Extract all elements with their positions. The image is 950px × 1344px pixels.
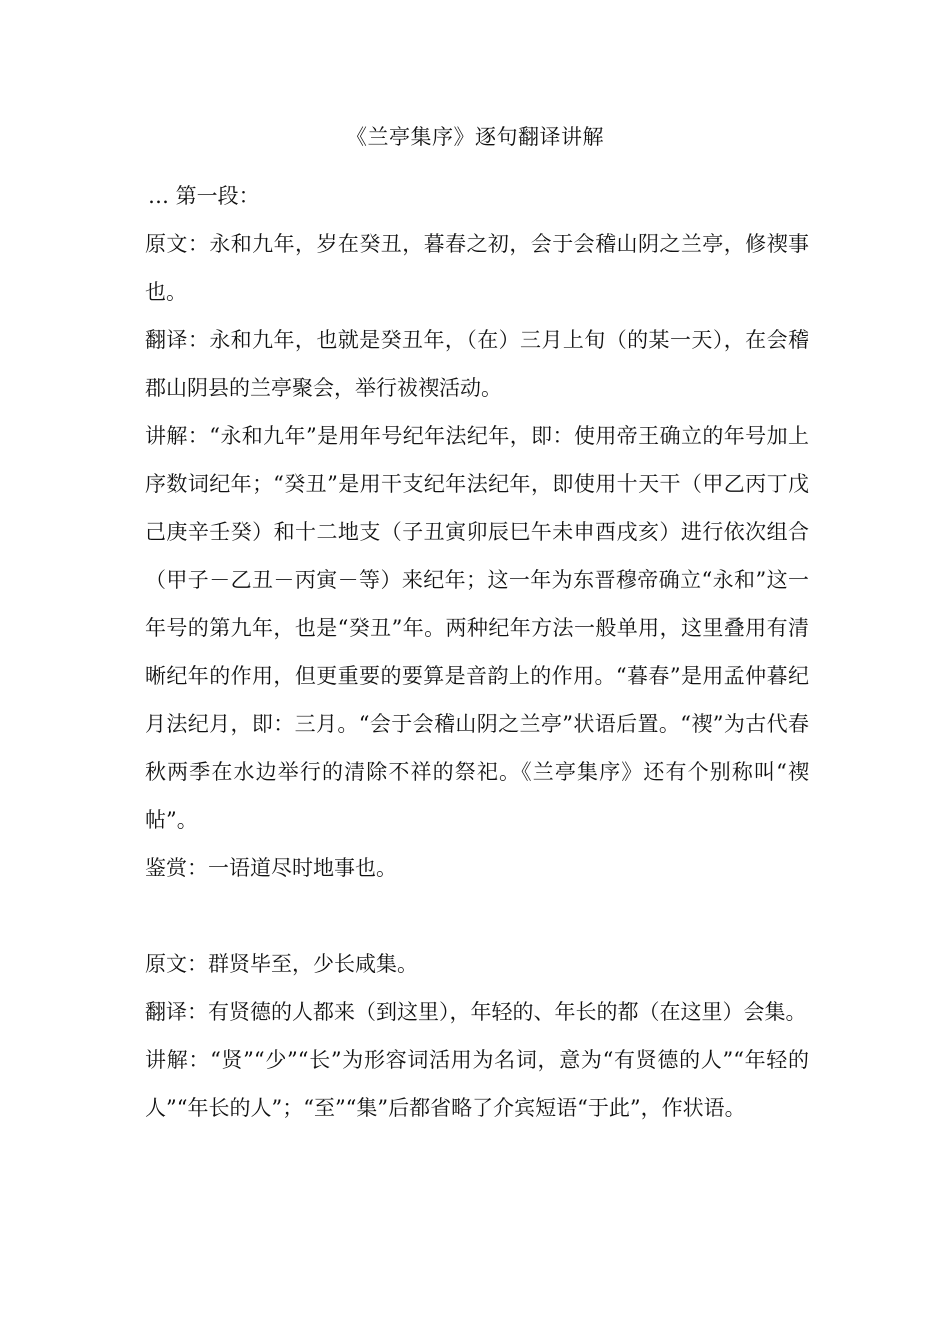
original-text-paragraph: 原文：群贤毕至，少长咸集。 [145, 952, 418, 976]
document-body [145, 172, 809, 1132]
translation-paragraph: 翻译：永和九年，也就是癸丑年，（在）三月上旬（的某一天），在会稽郡山阴县的兰亭聚会，举行祓禊活动。 [145, 328, 809, 400]
document-title: 《兰亭集序》逐句翻译讲解 [346, 125, 604, 149]
explanation-paragraph: 讲解：“贤”“少”“长”为形容词活用为名词，意为“有贤德的人”“年轻的人”“年长的人”；“至”“集”后都省略了介宾短语“于此”，作状语。 [145, 1048, 809, 1120]
original-text-paragraph: 原文：永和九年，岁在癸丑，暮春之初，会于会稽山阴之兰亭，修禊事也。 [145, 232, 809, 304]
explanation-paragraph: 讲解：“永和九年”是用年号纪年法纪年，即：使用帝王确立的年号加上序数词纪年；“癸丑”是用干支纪年法纪年，即使用十天干（甲乙丙丁戊己庚辛壬癸）和十二地支（子丑寅卯辰巳午未申酉戌亥）进行依次组合（甲子－乙丑－丙寅－等）来纪年；这一年为东晋穆帝确立“永和”这一年号的第九年，也是“癸丑”年。两种纪年方法一般单用，这里叠用有清晰纪年的作用，但更重要的要算是音韵上的作用。“暮春”是用孟仲暮纪月法纪月，即：三月。“会于会稽山阴之兰亭”状语后置。“禊”为古代春秋两季在水边举行的清除不祥的祭祀。《兰亭集序》还有个别称叫“禊帖”。 [145, 424, 809, 832]
section-heading: … 第一段： [148, 184, 260, 208]
translation-paragraph: 翻译：有贤德的人都来（到这里），年轻的、年长的都（在这里）会集。 [145, 1000, 807, 1024]
paragraph-gap [145, 892, 809, 940]
appreciation-paragraph: 鉴赏：一语道尽时地事也。 [145, 856, 397, 880]
